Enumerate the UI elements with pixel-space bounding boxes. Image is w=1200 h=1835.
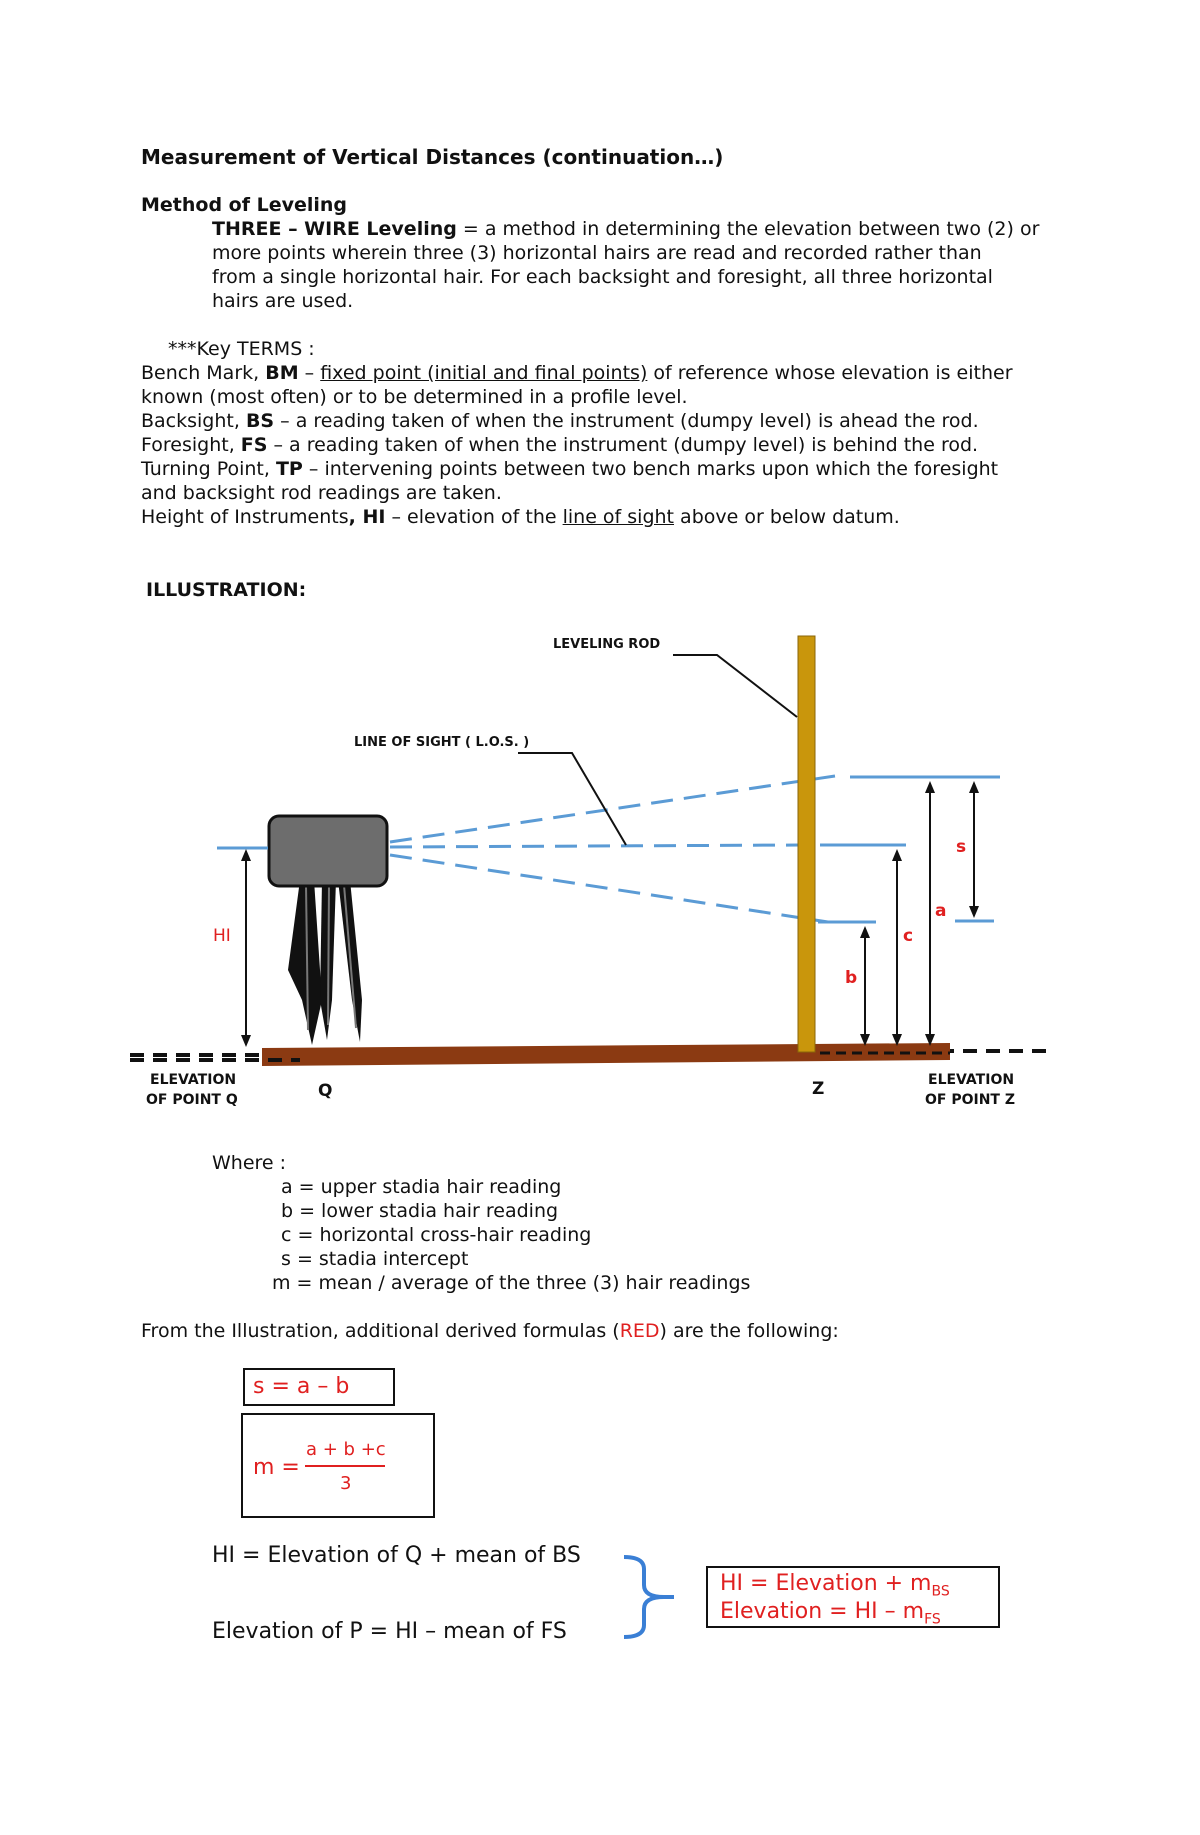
summary-hi-subscript: BS [931, 1583, 950, 1600]
m-formula-numerator: a + b +c [306, 1439, 386, 1460]
term-hi-prefix: Height of Instruments [141, 506, 349, 528]
term-bs-abbr: BS [245, 410, 275, 432]
term-bm-prefix: Bench Mark, [141, 362, 266, 384]
term-turning-point-line-2: and backsight rod readings are taken. [141, 482, 502, 504]
b-arrow-head-top [860, 926, 870, 938]
lower-stadia-line [390, 855, 828, 922]
leveling-diagram [0, 600, 1200, 1120]
term-bm-dash: – [298, 362, 321, 384]
derived-formulas-line [141, 1319, 839, 1343]
elevation-z-label-2: OF POINT Z [925, 1092, 1016, 1108]
where-item-c: c = horizontal cross-hair reading [281, 1224, 592, 1246]
m-formula-denominator: 3 [340, 1473, 352, 1494]
a-arrow-head-top [925, 781, 935, 793]
where-item-b: b = lower stadia hair reading [281, 1200, 559, 1222]
s-formula: s = a – b [253, 1374, 350, 1399]
term-height-of-instrument [141, 505, 900, 529]
term-hi-rest: above or below datum. [674, 506, 900, 528]
term-foresight [141, 433, 978, 457]
ground-strip [262, 1043, 950, 1066]
label-a: a [935, 901, 947, 921]
term-fs-prefix: Foresight, [141, 434, 241, 456]
where-item-a: a = upper stadia hair reading [281, 1176, 562, 1198]
elevation-equation: Elevation of P = HI – mean of FS [212, 1619, 567, 1644]
elevation-q-label-2: OF POINT Q [146, 1092, 238, 1108]
label-c: c [903, 926, 914, 946]
line-of-sight-label: LINE OF SIGHT ( L.O.S. ) [354, 735, 530, 750]
m-formula-box [241, 1413, 435, 1518]
c-arrow-head-top [892, 849, 902, 861]
three-wire-line-1 [212, 217, 1039, 241]
hi-arrow-head-bottom [241, 1035, 251, 1047]
elevation-q-label-1: ELEVATION [150, 1072, 237, 1088]
term-bm-abbr: BM [265, 362, 299, 384]
page-title: Measurement of Vertical Distances (continuation…) [141, 145, 724, 169]
term-bench-mark [141, 361, 1013, 385]
m-formula-label: m = [253, 1455, 300, 1480]
summary-formula-box [706, 1566, 1000, 1628]
derived-red-word: RED [619, 1320, 660, 1342]
summary-hi-text: HI = Elevation + m [720, 1571, 932, 1596]
summary-hi [720, 1571, 950, 1599]
three-wire-text-1: = a method in determining the elevation between two (2) or [456, 218, 1040, 240]
point-z-label: Z [812, 1079, 825, 1099]
term-bm-underlined: fixed point (initial and final points) [320, 362, 648, 384]
three-wire-line-4: hairs are used. [212, 290, 354, 312]
term-hi-mid: – elevation of the [385, 506, 563, 528]
term-hi-underlined: line of sight [562, 506, 675, 528]
three-wire-line-3: from a single horizontal hair. For each backsight and foresight, all three horizontal [212, 266, 993, 288]
term-bs-rest: – a reading taken of when the instrument (dumpy level) is ahead the rod. [274, 410, 979, 432]
hi-arrow-head-top [241, 849, 251, 861]
term-hi-abbr: , HI [348, 506, 386, 528]
label-s: s [956, 837, 967, 857]
term-tp-prefix: Turning Point, [141, 458, 276, 480]
key-terms-heading: ***Key TERMS : [168, 338, 315, 360]
leveling-rod-pointer [673, 655, 797, 717]
elevation-z-label-1: ELEVATION [928, 1072, 1015, 1088]
tripod-leg-left [288, 880, 322, 1045]
s-formula-box [243, 1368, 395, 1406]
where-heading: Where : [212, 1152, 287, 1174]
where-item-m: m = mean / average of the three (3) hair readings [272, 1272, 751, 1294]
label-b: b [845, 968, 858, 988]
term-bench-mark-line-2: known (most often) or to be determined in a profile level. [141, 386, 688, 408]
term-tp-abbr: TP [275, 458, 303, 480]
dumpy-level-instrument [269, 816, 387, 886]
illustration-heading: ILLUSTRATION: [146, 579, 307, 601]
term-fs-abbr: FS [240, 434, 268, 456]
point-q-label: Q [318, 1081, 333, 1101]
hi-equation: HI = Elevation of Q + mean of BS [212, 1543, 581, 1568]
upper-stadia-line [390, 776, 835, 842]
method-heading: Method of Leveling [141, 194, 348, 216]
s-arrow-head-top [969, 781, 979, 793]
m-formula-fraction-bar [305, 1465, 385, 1467]
hi-label: HI [213, 926, 231, 946]
summary-elevation-text: Elevation = HI – m [720, 1599, 925, 1624]
term-tp-rest: – intervening points between two bench marks upon which the foresight [302, 458, 999, 480]
term-fs-rest: – a reading taken of when the instrument (dumpy level) is behind the rod. [267, 434, 979, 456]
three-wire-line-2: more points wherein three (3) horizontal hairs are read and recorded rather than [212, 242, 982, 264]
s-arrow-head-bottom [969, 906, 979, 918]
curly-brace [622, 1555, 682, 1640]
term-bm-rest: of reference whose elevation is either [647, 362, 1013, 384]
term-bs-prefix: Backsight, [141, 410, 246, 432]
curly-brace-path [624, 1557, 674, 1637]
summary-elevation [720, 1599, 941, 1627]
derived-prefix: From the Illustration, additional derived formulas ( [141, 1320, 620, 1342]
term-turning-point [141, 457, 998, 481]
tripod-leg-middle-highlight [328, 885, 329, 1025]
summary-elevation-subscript: FS [924, 1611, 941, 1628]
term-backsight [141, 409, 979, 433]
middle-cross-hair-line [390, 845, 800, 847]
leveling-rod [798, 636, 815, 1052]
line-of-sight-pointer [518, 753, 626, 845]
three-wire-term: THREE – WIRE Leveling [212, 218, 457, 240]
derived-suffix: ) are the following: [659, 1320, 839, 1342]
leveling-rod-label: LEVELING ROD [553, 637, 661, 652]
where-item-s: s = stadia intercept [281, 1248, 469, 1270]
